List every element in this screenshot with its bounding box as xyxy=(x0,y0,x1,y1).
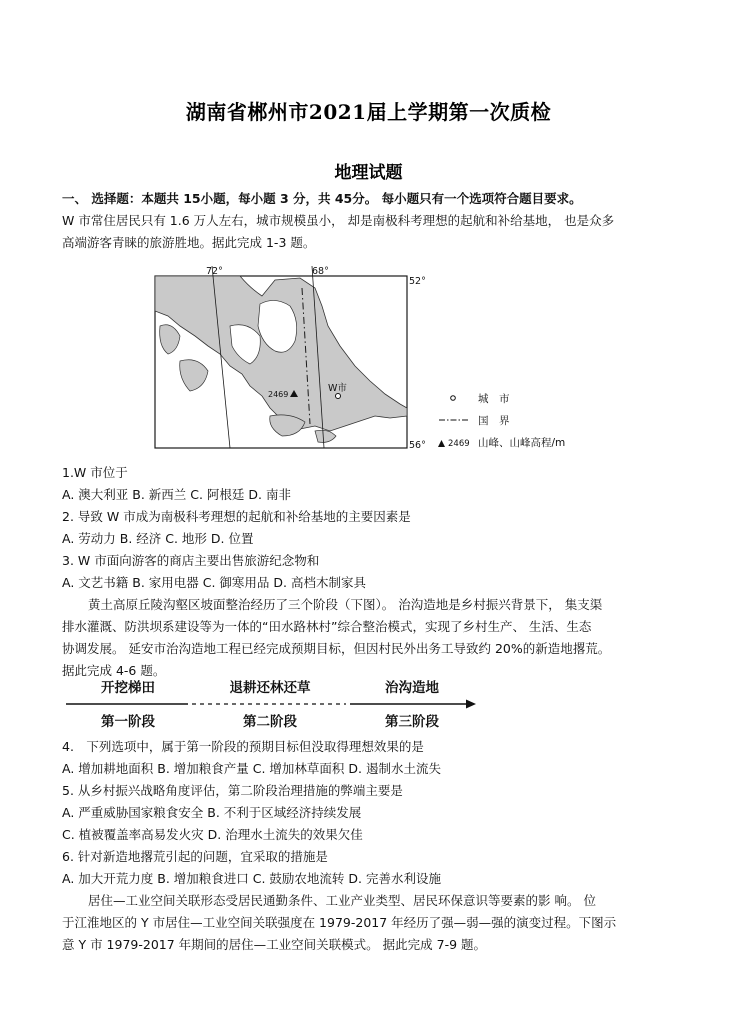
q6-options: A. 加大开荒力度 B. 增加粮食进口 C. 鼓励农地流转 D. 完善水利设施 xyxy=(62,871,441,886)
w-city-label: W市 xyxy=(328,383,347,394)
passage2-line-1: 黄土高原丘陵沟壑区坡面整治经历了三个阶段（下图）。 治沟造地是乡村振兴背景下， 集支渠 xyxy=(88,597,603,612)
subject-title: 地理试题 xyxy=(334,163,403,183)
stage-diagram xyxy=(62,676,482,732)
legend-city-icon xyxy=(451,396,456,401)
legend-city-label: 城 市 xyxy=(478,393,510,405)
lat-label-52: 52° xyxy=(409,276,426,287)
q5-stem: 5. 从乡村振兴战略角度评估，第二阶段治理措施的弊端主要是 xyxy=(62,783,403,798)
q5-options-ab: A. 严重威胁国家粮食安全 B. 不利于区域经济持续发展 xyxy=(62,805,362,820)
patagonia-map xyxy=(150,266,610,456)
lat-label-56: 56° xyxy=(409,440,426,451)
stage2-action: 退耕还林还草 xyxy=(229,680,311,696)
q5-options-cd: C. 植被覆盖率高易发火灾 D. 治理水土流失的效果欠佳 xyxy=(62,827,363,842)
passage3-line-3: 意 Y 市 1979-2017 年期间的居住—工业空间关联模式。 据此完成 7-9 题。 xyxy=(62,937,487,952)
q3-options: A. 文艺书籍 B. 家用电器 C. 御寒用品 D. 高档木制家具 xyxy=(62,575,366,590)
stage3-action: 治沟造地 xyxy=(385,680,439,696)
q2-options: A. 劳动力 B. 经济 C. 地形 D. 位置 xyxy=(62,531,254,546)
passage2-line-3: 协调发展。 延安市治沟造地工程已经完成预期目标，但因村民外出务工导致约 20%的新造地撂荒。 xyxy=(62,641,611,656)
stage1-phase: 第一阶段 xyxy=(101,714,155,730)
passage3-line-1: 居住—工业空间关联形态受居民通勤条件、工业产业类型、居民环保意识等要素的影 响。 位 xyxy=(88,893,596,908)
q2-stem: 2. 导致 W 市成为南极科考理想的起航和补给基地的主要因素是 xyxy=(62,509,411,524)
lon-label-72: 72° xyxy=(206,266,223,277)
legend-peak-value: 2469 xyxy=(448,439,470,449)
lon-label-68: 68° xyxy=(312,266,329,277)
stage-arrow-head xyxy=(466,700,476,709)
stage1-action: 开挖梯田 xyxy=(101,680,155,696)
section-heading: 一、 选择题：本题共 15小题，每小题 3 分，共 45分。 每小题只有一个选项符合题目要求。 xyxy=(62,191,582,206)
intro-line-2: 高端游客青睐的旅游胜地。据此完成 1-3 题。 xyxy=(62,235,316,250)
passage2-line-2: 排水灌溉、防洪坝系建设等为一体的“田水路林村”综合整治模式，实现了乡村生产、 生活、生态 xyxy=(62,619,592,634)
intro-line-1: W 市常住居民只有 1.6 万人左右，城市规模虽小， 却是南极科考理想的起航和补给基地， 也是众多 xyxy=(62,213,615,228)
passage2-line-4: 据此完成 4-6 题。 xyxy=(62,663,166,678)
passage3-line-2: 于江淮地区的 Y 市居住—工业空间关联强度在 1979-2017 年经历了强—弱—强的演变过程。下图示 xyxy=(62,915,617,930)
q6-stem: 6. 针对新造地撂荒引起的问题，宜采取的措施是 xyxy=(62,849,328,864)
q4-stem: 4. 下列选项中，属于第一阶段的预期目标但没取得理想效果的是 xyxy=(62,739,424,754)
q3-stem: 3. W 市面向游客的商店主要出售旅游纪念物和 xyxy=(62,553,320,568)
q4-options: A. 增加耕地面积 B. 增加粮食产量 C. 增加林草面积 D. 遏制水土流失 xyxy=(62,761,441,776)
stage3-phase: 第三阶段 xyxy=(385,714,439,730)
peak-elevation: 2469 xyxy=(268,390,289,399)
q1-options: A. 澳大利亚 B. 新西兰 C. 阿根廷 D. 南非 xyxy=(62,487,291,502)
q1-stem: 1.W 市位于 xyxy=(62,465,128,480)
legend-border-label: 国 界 xyxy=(478,415,510,427)
legend-peak-label: 山峰、山峰高程/m xyxy=(478,437,566,449)
exam-title: 湖南省郴州市2021届上学期第一次质检 xyxy=(185,100,552,124)
w-city-marker xyxy=(336,394,341,399)
stage2-phase: 第二阶段 xyxy=(243,714,297,730)
